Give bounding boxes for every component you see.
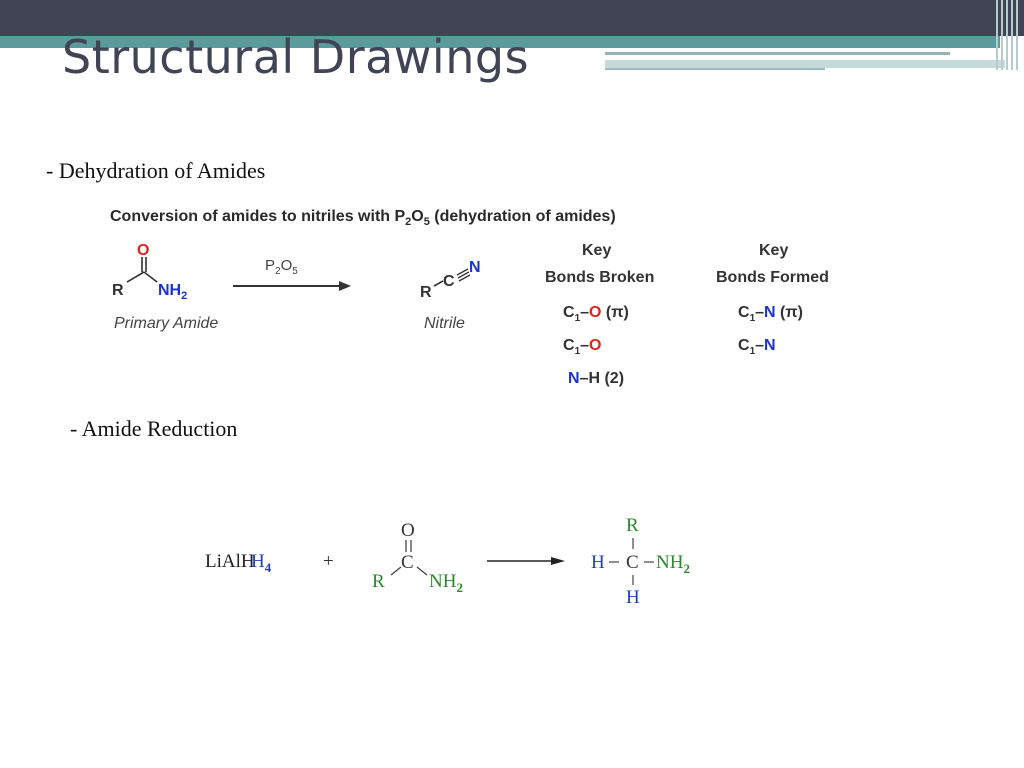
bond-formed-row: $C_1-N$	[738, 337, 776, 358]
header-stripes	[994, 0, 1024, 70]
hydrogen-atom: H	[591, 552, 605, 573]
figure-caption: Conversion of amides to nitriles with $P_2O_5$ (dehydration of amides)	[110, 208, 616, 229]
bonds-broken-heading: Bonds Broken	[545, 269, 655, 286]
amine-group: $NH_2$	[656, 552, 690, 576]
slide-title: Structural Drawings	[62, 30, 530, 84]
hydrogen-atom: H	[626, 587, 640, 608]
amine-group: $NH_2$	[158, 282, 188, 302]
carbon-atom: C	[401, 552, 414, 573]
reactant-label: Primary Amide	[114, 315, 219, 332]
bonds-formed-heading: Bonds Formed	[716, 269, 829, 286]
carbon-atom: C	[443, 273, 455, 290]
nitrile-structure	[412, 250, 502, 306]
reaction-arrow	[229, 248, 359, 300]
bullet-amide-reduction: - Amide Reduction	[70, 416, 238, 441]
bullet-dehydration: - Dehydration of Amides	[46, 158, 266, 183]
product-label: Nitrile	[424, 315, 465, 332]
dehydration-figure	[104, 200, 864, 400]
r-group: R	[372, 571, 385, 592]
reagent-label: $P_2O_5$	[265, 257, 298, 277]
key-heading-formed: Key	[759, 242, 789, 259]
amide-reduction-figure	[195, 505, 715, 615]
bond-formed-row: $C_1-N$ (π)	[738, 304, 803, 325]
key-heading-broken: Key	[582, 242, 612, 259]
bond-broken-row: N–H (2)	[568, 370, 625, 387]
bond-broken-row: $C_1-O$ (π)	[563, 304, 629, 325]
header-accent-line	[605, 68, 825, 70]
r-group: R	[420, 284, 432, 301]
bond-broken-row: $C_1-O$	[563, 337, 602, 358]
header-accent-line	[605, 60, 1005, 68]
amine-group: $NH_2$	[429, 571, 463, 595]
header-accent-line	[605, 52, 950, 55]
oxygen-atom: O	[137, 242, 150, 259]
plus-sign: +	[323, 551, 334, 572]
lialh4-reagent: LiAlH	[205, 551, 255, 572]
hydride-h: $H_4$	[251, 551, 272, 575]
primary-amide-structure	[104, 238, 214, 306]
carbon-atom: C	[626, 552, 639, 573]
r-group: R	[626, 515, 639, 536]
nitrogen-atom: N	[469, 259, 481, 276]
oxygen-atom: O	[401, 520, 415, 541]
r-group: R	[112, 282, 124, 299]
